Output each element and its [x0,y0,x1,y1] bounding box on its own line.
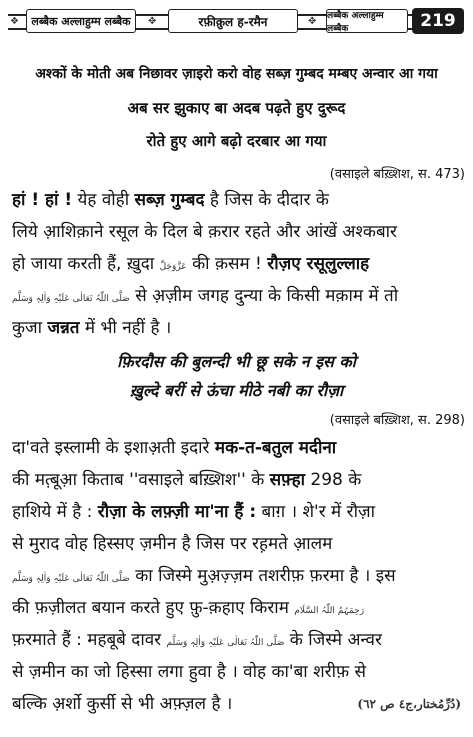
paragraph-line: से मुराद वोह हिस्सए ज़मीन है जिस पर रह़मते आ़लम [12,534,333,554]
paragraph-line: صَلَّی اللّٰہُ تَعَالٰی عَلَیْہِ وَاٰلِہٖ وَسَلَّم का जिस्मे मुअ़ज़्ज़म तशरीफ़ फ़रमा है । इस [12,566,396,586]
arabic-honorific: عَزَّوَجَلَّ [159,262,187,272]
paragraph-line: की मत़्बूआ़ किताब ''वसाइले बख़्शिश'' के सफ़्हा 298 के [12,470,362,490]
arabic-salutation: صَلَّی اللّٰہُ تَعَالٰی عَلَیْہِ وَاٰلِہٖ وَسَلَّم [12,294,130,304]
header-badge-right: लब्बैक अल्लाहुम्म लब्बैक [326,9,408,33]
paragraph-line: हाशिये में है : रौज़ा के लफ़्ज़ी मा'ना हैं : बाग़ । शे'र में रौज़ा [12,502,375,522]
ornament-icon: ❖ [10,16,19,27]
paragraph-line: हो जाया करती हैं, ख़ुदा عَزَّوَجَلَّ की क़सम ! रौज़ए रसूलुल्लाह [12,254,370,274]
paragraph-line: दा'वते इस्लामी के इशाअ़ती इदारे मक-त-बतुल मदीना [12,438,337,458]
poem-line: रोते हुए आगे बढ़ो दरबार आ गया [146,132,327,150]
ornament-icon: ✥ [148,16,157,27]
paragraph-line: फ़रमाते हैं : महबूबे दावर صَلَّی اللّٰہُ تَعَالٰی عَلَیْہِ وَاٰلِہٖ وَسَلَّم के जिस्मे अन्वर [12,630,382,650]
poem-line: फ़िरदौस की बुलन्दी भी छू सके न इस को [117,352,356,371]
arabic-honorific: رَحِمَہُمُ اللّٰہُ السَّلَام [294,606,365,616]
arabic-salutation: صَلَّی اللّٰہُ تَعَالٰی عَلَیْہِ وَاٰلِہٖ وَسَلَّم [12,574,130,584]
arabic-salutation: صَلَّی اللّٰہُ تَعَالٰی عَلَیْہِ وَاٰلِہٖ وَسَلَّم [166,638,285,648]
poem-line: अब सर झुकाए बा अदब पढ़ते हुए दुरूद [127,99,346,117]
source-citation: (वसाइले बख़्शिश, स. 298) [329,413,465,428]
running-title: रफ़ीक़ुल ह-रमैन [168,9,298,33]
reference-citation: (دُرِّمُختار،ج٤ ص ٦٢) [357,697,461,711]
paragraph-line: हां ! हां ! येह वोही सब्ज़ गुम्बद है जिस के दीदार के [12,190,329,210]
paragraph-line: बल्कि अ़र्शो कुर्सी से भी अफ़्ज़ल है । (دُرِّمُختار،ج٤ ص ٦٢) [12,694,461,714]
poem-line: ख़ुल्दे बरीं से ऊंचा मीठे नबी का रौज़ा [129,381,344,400]
page-header [8,6,464,38]
paragraph-line: लिये आ़शिक़ाने रसूल के दिल बे क़रार रहते और आंखें अश्कबार [12,222,398,242]
poem-line: अश्कों के मोती अब निछावर ज़ाइरो करो वोह सब्ज़ गुम्बद मम्बए अन्वार आ गया [35,66,438,82]
paragraph-line: कुजा जन्नत में भी नहीं है । [12,318,172,338]
ornament-icon: ✥ [308,16,317,27]
page-number: 219 [412,8,464,34]
paragraph-line: صَلَّی اللّٰہُ تَعَالٰی عَلَیْہِ وَاٰلِہٖ وَسَلَّم से अ़ज़ीम जगह दुन्या के किसी मक़ाम में तो [12,286,399,306]
paragraph-line: से ज़मीन का जो हिस्सा लगा हुवा है । वोह का'बा शरीफ़ से [12,662,367,682]
header-badge-left: लब्बैक अल्लाहुम्म लब्बैक [26,9,136,33]
source-citation: (वसाइले बख़्शिश, स. 473) [329,167,465,182]
paragraph-line: की फ़ज़ीलत बयान करते हुए फ़ु-क़हाए किराम رَحِمَہُمُ اللّٰہُ السَّلَام [12,598,365,618]
